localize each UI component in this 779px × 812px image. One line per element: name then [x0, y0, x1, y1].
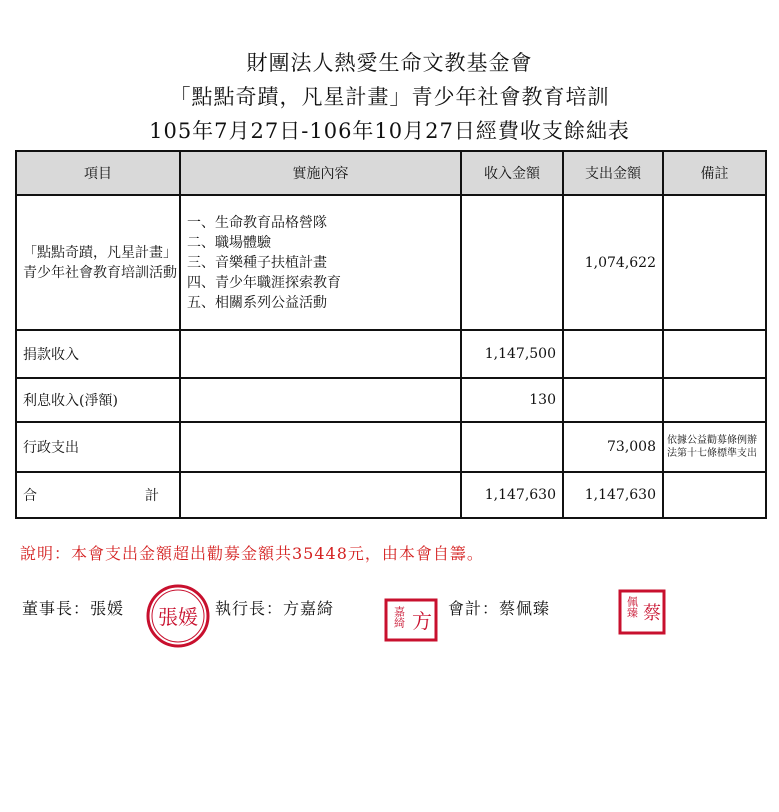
cell-content — [180, 472, 461, 518]
cell-income — [461, 422, 563, 472]
cell-note — [663, 378, 766, 422]
cell-item: 利息收入(淨額) — [16, 378, 180, 422]
table-row-donation — [16, 330, 766, 378]
ceo-seal-right: 方 — [412, 609, 432, 633]
content-line: 三、音樂種子扶植計畫 — [187, 254, 327, 271]
cell-income: 1,147,500 — [461, 330, 563, 378]
table-row-admin — [16, 422, 766, 472]
header-item: 項目 — [16, 151, 180, 195]
table-header-row — [16, 151, 766, 195]
cell-item — [16, 472, 180, 518]
content-line: 五、相關系列公益活動 — [187, 294, 327, 311]
chairman-seal-stamp — [144, 582, 212, 650]
cell-expense — [563, 330, 663, 378]
financial-table — [15, 150, 767, 519]
cell-note — [663, 472, 766, 518]
table-row-total — [16, 472, 766, 518]
cell-item: 捐款收入 — [16, 330, 180, 378]
report-title-period: 105年7月27日-106年10月27日經費收支餘絀表 — [149, 119, 630, 143]
cell-content — [180, 330, 461, 378]
report-title-org: 財團法人熱愛生命文教基金會 — [246, 51, 533, 75]
content-line: 二、職場體驗 — [187, 234, 271, 251]
cell-income: 130 — [461, 378, 563, 422]
explanation-note: 說明：本會支出金額超出勸募金額共35448元，由本會自籌。 — [20, 544, 484, 563]
cell-note: 依據公益勸募條例辦法第十七條標準支出 — [663, 422, 766, 472]
accountant-seal-left: 佩臻 — [625, 596, 639, 618]
cell-note — [663, 330, 766, 378]
total-label-right: 計 — [145, 488, 159, 504]
header-note: 備註 — [663, 151, 766, 195]
total-label-left: 合 — [23, 488, 37, 504]
cell-expense: 1,147,630 — [563, 472, 663, 518]
chairman-signature-label: 董事長：張媛 — [22, 599, 125, 618]
header-expense: 支出金額 — [563, 151, 663, 195]
cell-item: 行政支出 — [16, 422, 180, 472]
cell-expense — [563, 378, 663, 422]
report-title-project: 「點點奇蹟，凡星計畫」青少年社會教育培訓 — [169, 85, 610, 109]
ceo-signature-label: 執行長：方嘉綺 — [215, 599, 335, 618]
ceo-seal-stamp — [384, 598, 438, 642]
cell-content — [180, 422, 461, 472]
chairman-seal-text: 張媛 — [158, 605, 198, 629]
cell-item: 「點點奇蹟，凡星計畫」青少年社會教育培訓活動 — [16, 195, 180, 330]
cell-expense: 1,074,622 — [563, 195, 663, 330]
cell-expense: 73,008 — [563, 422, 663, 472]
content-line: 一、生命教育品格營隊 — [187, 214, 327, 231]
accountant-signature-label: 會計：蔡佩臻 — [448, 599, 551, 618]
ceo-seal-left: 嘉綺 — [392, 606, 406, 628]
table-row-activity — [16, 195, 766, 330]
cell-income — [461, 195, 563, 330]
header-income: 收入金額 — [461, 151, 563, 195]
header-content: 實施內容 — [180, 151, 461, 195]
table-row-interest — [16, 378, 766, 422]
cell-note — [663, 195, 766, 330]
cell-content — [180, 378, 461, 422]
cell-income: 1,147,630 — [461, 472, 563, 518]
content-line: 四、青少年職涯探索教育 — [187, 274, 341, 291]
accountant-seal-right: 蔡 — [643, 603, 661, 624]
cell-content — [180, 195, 461, 330]
accountant-seal-stamp — [618, 589, 666, 635]
